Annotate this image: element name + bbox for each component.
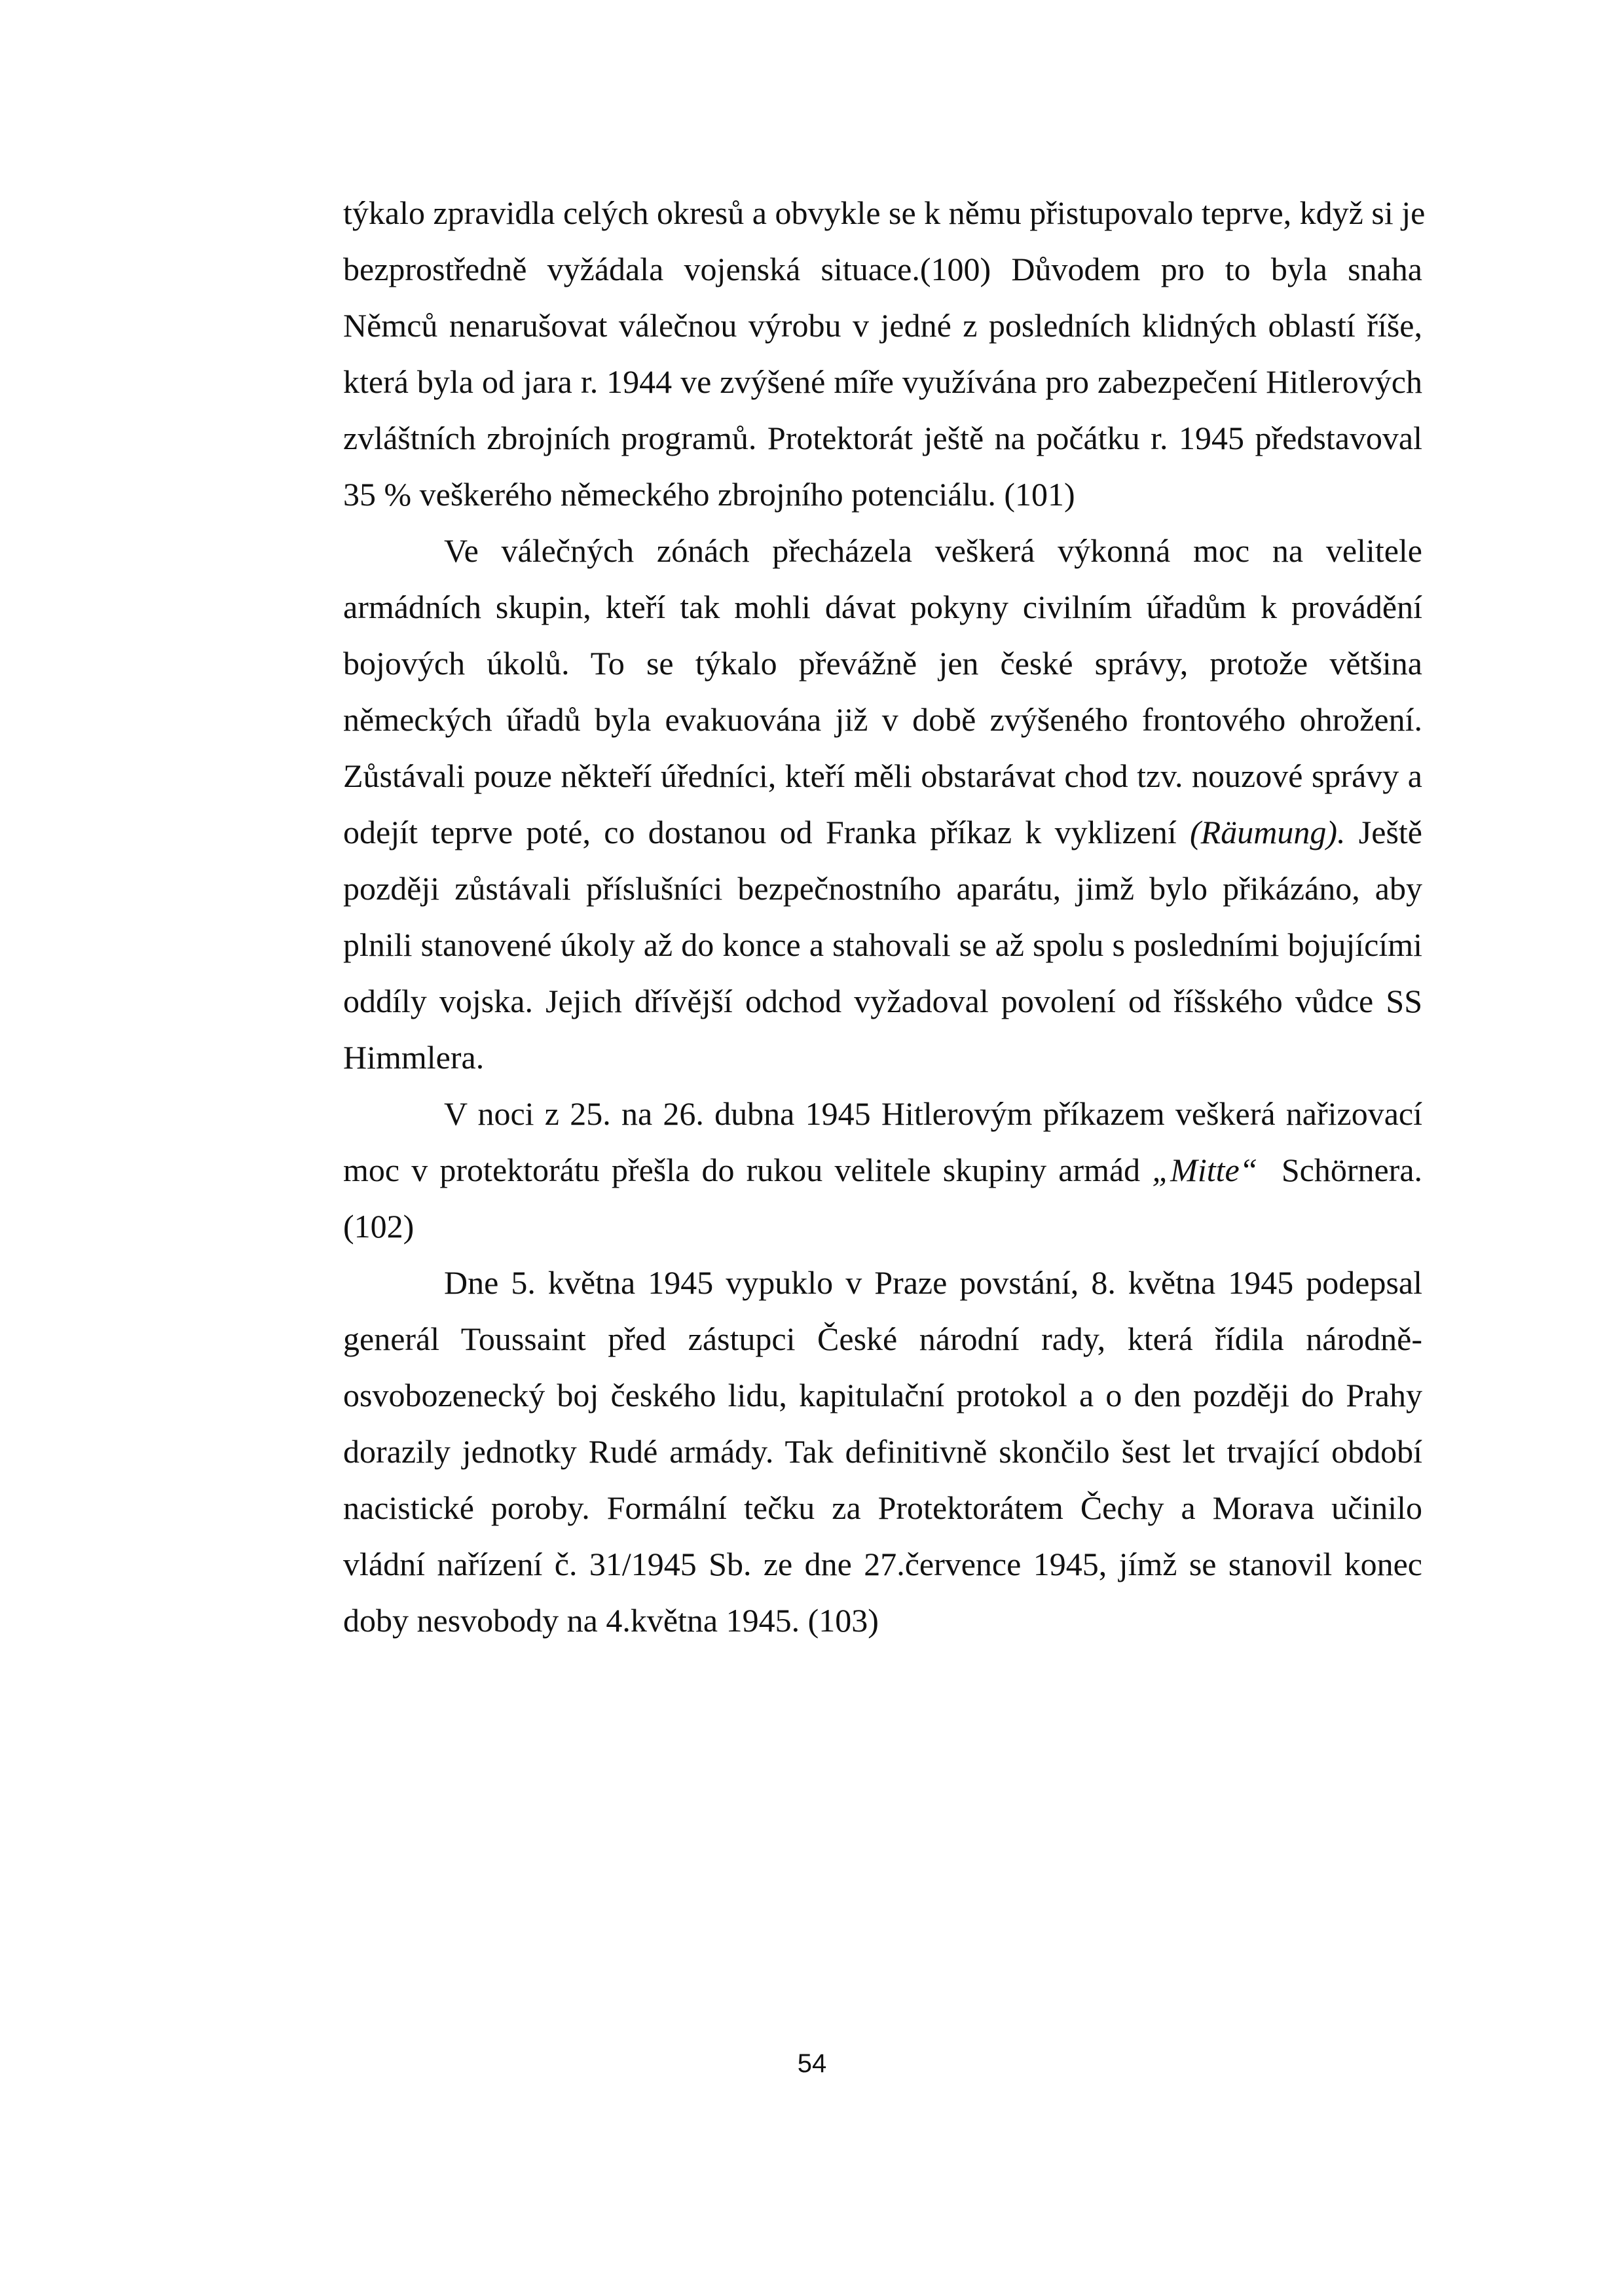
text-line: Ve válečných zónách přecházela veškerá výkonná moc na velitele [444,532,1422,569]
text-line: nacistické poroby. Formální tečku za Protektorátem Čechy a Morava učinilo [343,1489,1422,1526]
paragraph-3 [343,1085,1422,1254]
paragraph-1 [343,185,1426,522]
text-line: bezprostředně vyžádala vojenská situace.(100) Důvodem pro to byla snaha [343,251,1422,287]
text-line: plnili stanovené úkoly až do konce a stahovali se až spolu s posledními bojujícími [343,926,1422,963]
text-line: zvláštních zbrojních programů. Protektorát ještě na počátku r. 1945 představoval [343,420,1422,456]
text-line: (102) [343,1208,415,1245]
text-line: osvobozenecký boj českého lidu, kapitulační protokol a o den později do Prahy [343,1377,1422,1413]
text-line: týkalo zpravidla celých okresů a obvykle se k němu přistupovalo teprve, když si je [343,194,1426,231]
text-line: armádních skupin, kteří tak mohli dávat pokyny civilním úřadům k provádění [343,589,1422,625]
text-line: bojových úkolů. To se týkalo převážně jen české správy, protože většina [343,645,1422,682]
line-suffix: Schörnera. [1257,1152,1423,1188]
text-line: vládní nařízení č. 31/1945 Sb. ze dne 27.července 1945, jímž se stanovil konec [343,1546,1422,1582]
italic-term-mitte: „Mitte“ [1152,1152,1258,1188]
text-line: Němců nenarušovat válečnou výrobu v jedné z posledních klidných oblastí říše, [343,307,1422,344]
text-line: Dne 5. května 1945 vypuklo v Praze povstání, 8. května 1945 podepsal [444,1264,1422,1301]
text-line: německých úřadů byla evakuována již v době zvýšeného frontového ohrožení. [343,701,1422,738]
text-line: oddíly vojska. Jejich dřívější odchod vyžadoval povolení od říšského vůdce SS [343,983,1422,1019]
text-line: V noci z 25. na 26. dubna 1945 Hitlerovým příkazem veškerá nařizovací [444,1095,1422,1132]
page-number: 54 [797,2049,827,2078]
line-prefix: odejít teprve poté, co dostanou od Franka příkaz k vyklizení [343,814,1190,850]
text-line: doby nesvobody na 4.května 1945. (103) [343,1602,879,1639]
text-line-mitte [343,1142,1422,1198]
line-prefix: moc v protektorátu přešla do rukou velitele skupiny armád [343,1152,1153,1188]
italic-term-raumung: (Räumung). [1190,814,1346,850]
text-line-raumung [343,804,1422,860]
text-line: která byla od jara r. 1944 ve zvýšené míře využívána pro zabezpečení Hitlerových [343,363,1422,400]
text-line: 35 % veškerého německého zbrojního potenciálu. (101) [343,476,1075,513]
paragraph-2 [343,522,1422,1085]
text-line: Zůstávali pouze někteří úředníci, kteří měli obstarávat chod tzv. nouzové správy a [343,757,1422,794]
paragraph-4 [343,1254,1422,1649]
line-suffix: Ještě [1345,814,1422,850]
text-line: později zůstávali příslušníci bezpečnostního aparátu, jimž bylo přikázáno, aby [343,870,1422,907]
text-line: Himmlera. [343,1039,485,1076]
text-line: generál Toussaint před zástupci České národní rady, která řídila národně- [343,1321,1422,1357]
body-text [343,185,1426,1649]
text-line: dorazily jednotky Rudé armády. Tak definitivně skončilo šest let trvající období [343,1433,1422,1470]
